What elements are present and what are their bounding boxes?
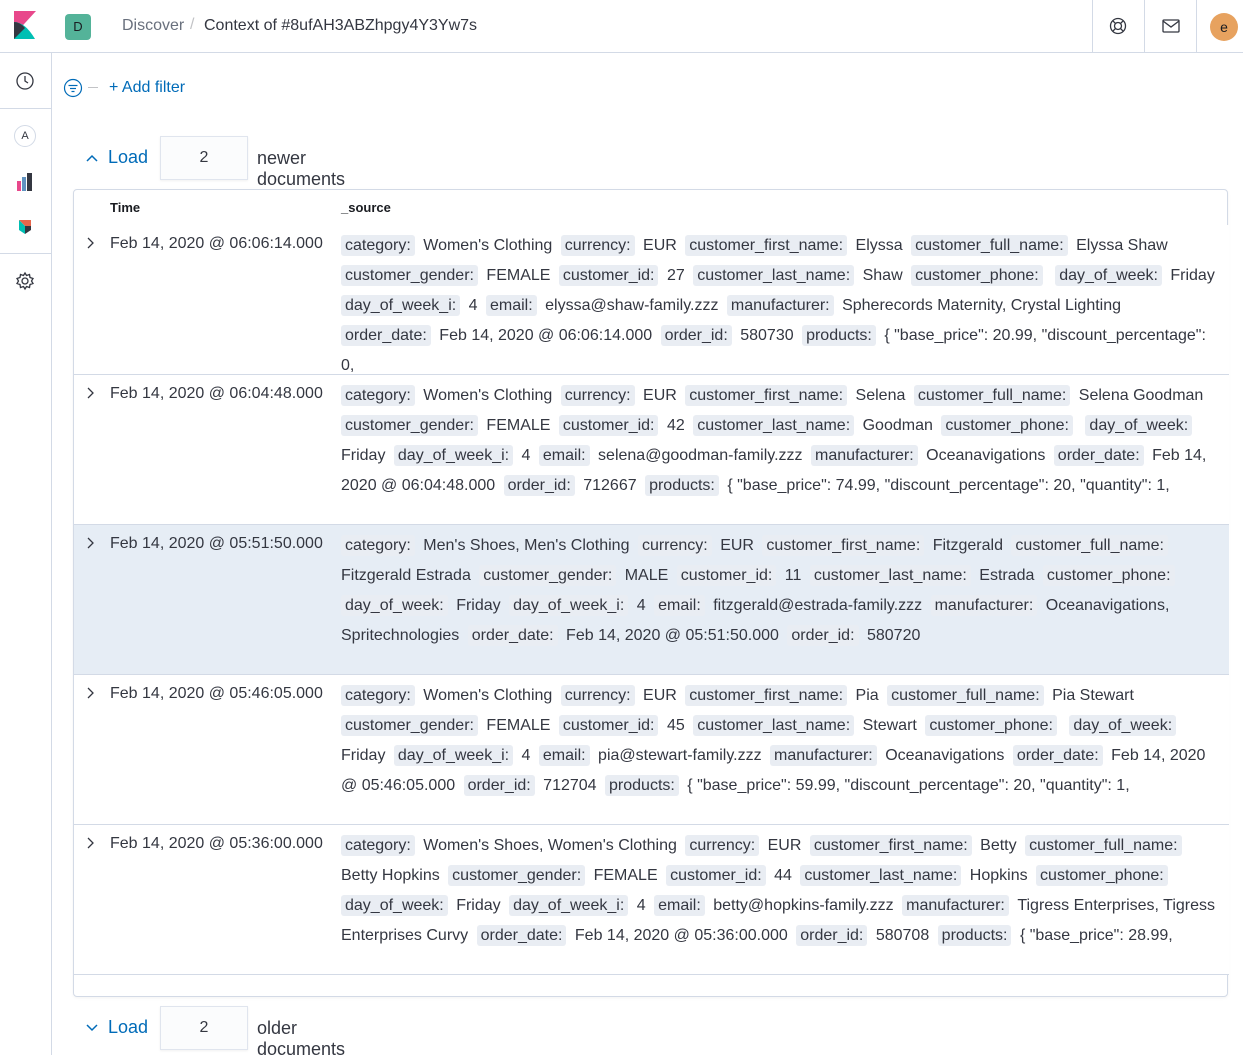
field-key: customer_full_name: — [1011, 535, 1168, 556]
field-key: customer_first_name: — [685, 235, 847, 256]
row-source — [341, 531, 1221, 659]
field-value: Feb 14, 2020 @ 05:36:00.000 — [574, 927, 788, 944]
field-value: { "base_price": 28.99, — [1019, 927, 1173, 944]
field-key: customer_last_name: — [810, 565, 971, 586]
field-value: Fitzgerald Estrada — [341, 567, 471, 584]
field-key: order_date: — [341, 325, 431, 346]
load-newer-label: newer documents — [257, 148, 346, 189]
field-key: day_of_week_i: — [509, 595, 628, 616]
field-key: email: — [539, 745, 590, 766]
field-value: Goodman — [862, 417, 933, 434]
field-key: day_of_week: — [341, 895, 448, 916]
field-value: Feb 14, 2020 @ 06:04:48.000 — [341, 447, 1207, 494]
row-timestamp: Feb 14, 2020 @ 05:51:50.000 — [110, 535, 323, 552]
older-count-input[interactable] — [160, 1006, 248, 1050]
field-key: manufacturer: — [770, 745, 877, 766]
load-older-label: older documents — [257, 1018, 346, 1059]
field-value: pia@stewart-family.zzz — [598, 747, 762, 764]
field-key: customer_full_name: — [914, 385, 1071, 406]
field-value: Women's Clothing — [423, 387, 553, 404]
field-key: day_of_week: — [1055, 265, 1162, 286]
column-header-time[interactable]: Time — [110, 200, 141, 215]
field-key: customer_full_name: — [1025, 835, 1182, 856]
field-value: 42 — [666, 417, 685, 434]
field-key: email: — [654, 895, 705, 916]
field-key: customer_full_name: — [887, 685, 1044, 706]
field-value: Friday — [341, 747, 386, 764]
row-timestamp: Feb 14, 2020 @ 05:46:05.000 — [110, 685, 323, 702]
expand-row-chevron-icon[interactable] — [82, 835, 98, 851]
user-avatar[interactable]: e — [1210, 13, 1238, 41]
field-value: { "base_price": 59.99, "discount_percentage": 20, "quantity": 1, — [687, 777, 1130, 794]
clock-icon[interactable] — [12, 68, 38, 94]
field-key: order_id: — [796, 925, 867, 946]
field-key: day_of_week_i: — [394, 445, 513, 466]
table-row[interactable] — [74, 675, 1229, 825]
add-filter-button[interactable]: + Add filter — [109, 79, 186, 96]
field-key: products: — [938, 925, 1012, 946]
column-header-source[interactable]: _source — [341, 200, 391, 215]
chevron-up-icon[interactable] — [84, 150, 100, 166]
field-key: order_id: — [787, 625, 858, 646]
field-key: customer_first_name: — [685, 385, 847, 406]
field-key: customer_id: — [559, 715, 659, 736]
field-value: FEMALE — [486, 417, 551, 434]
field-value: Oceanavigations — [885, 747, 1005, 764]
field-value: Betty — [980, 837, 1017, 854]
field-value: FEMALE — [593, 867, 658, 884]
field-value: Spherecords Maternity, Crystal Lighting — [842, 297, 1122, 314]
field-key: manufacturer: — [931, 595, 1038, 616]
row-source — [341, 831, 1221, 959]
table-row[interactable] — [74, 375, 1229, 525]
field-key: customer_phone: — [1043, 565, 1175, 586]
field-value: Friday — [1170, 267, 1215, 284]
field-value: Pia Stewart — [1052, 687, 1134, 704]
table-header — [74, 190, 1229, 226]
field-value: Oceanavigations — [926, 447, 1046, 464]
field-value: Selena Goodman — [1078, 387, 1204, 404]
field-value: Women's Clothing — [423, 237, 553, 254]
field-key: manufacturer: — [902, 895, 1009, 916]
field-key: customer_gender: — [479, 565, 616, 586]
field-key: currency: — [638, 535, 712, 556]
kibana-logo-icon[interactable] — [11, 11, 39, 39]
field-value: Selena — [855, 387, 906, 404]
header-divider — [1092, 0, 1093, 53]
field-key: customer_phone: — [911, 265, 1043, 286]
field-value: Friday — [341, 447, 386, 464]
field-key: customer_id: — [677, 565, 777, 586]
expand-row-chevron-icon[interactable] — [82, 385, 98, 401]
field-value: elyssa@shaw-family.zzz — [545, 297, 719, 314]
gear-icon[interactable] — [12, 268, 38, 294]
field-value: Pia — [855, 687, 879, 704]
row-timestamp: Feb 14, 2020 @ 06:06:14.000 — [110, 235, 323, 252]
field-value: Elyssa — [855, 237, 903, 254]
dashboard-chart-icon[interactable] — [12, 169, 38, 195]
field-key: customer_last_name: — [693, 715, 854, 736]
field-key: day_of_week: — [1069, 715, 1176, 736]
expand-row-chevron-icon[interactable] — [82, 235, 98, 251]
field-value: 45 — [666, 717, 685, 734]
field-value: betty@hopkins-family.zzz — [713, 897, 894, 914]
field-value: 44 — [774, 867, 792, 884]
field-key: products: — [605, 775, 679, 796]
field-key: customer_gender: — [341, 715, 478, 736]
field-value: 712667 — [583, 477, 637, 494]
field-key: currency: — [561, 385, 635, 406]
field-key: order_date: — [1013, 745, 1103, 766]
field-value: 712704 — [543, 777, 597, 794]
nav-separator — [0, 108, 51, 109]
field-value: FEMALE — [486, 717, 551, 734]
field-key: order_date: — [468, 625, 558, 646]
field-key: day_of_week: — [341, 595, 448, 616]
table-row[interactable] — [74, 825, 1229, 975]
field-value: Shaw — [862, 267, 903, 284]
row-source — [341, 381, 1221, 509]
field-key: customer_first_name: — [685, 685, 847, 706]
field-value: Women's Shoes, Women's Clothing — [423, 837, 677, 854]
field-value: Feb 14, 2020 @ 06:06:14.000 — [439, 327, 653, 344]
field-key: customer_last_name: — [693, 265, 854, 286]
field-key: order_date: — [477, 925, 567, 946]
filter-divider — [88, 87, 98, 88]
field-value: EUR — [767, 837, 802, 854]
field-key: email: — [539, 445, 590, 466]
field-value: Women's Clothing — [423, 687, 553, 704]
field-value: Feb 14, 2020 @ 05:46:05.000 — [341, 747, 1206, 794]
field-key: customer_full_name: — [911, 235, 1068, 256]
field-key: category: — [341, 535, 415, 556]
field-value: Feb 14, 2020 @ 05:51:50.000 — [566, 627, 779, 644]
breadcrumb-separator: / — [190, 16, 195, 33]
load-older-button[interactable]: Load — [108, 1017, 149, 1037]
field-key: manufacturer: — [811, 445, 918, 466]
header-divider — [1144, 0, 1145, 53]
load-newer-button[interactable]: Load — [108, 147, 149, 167]
field-value: 580730 — [740, 327, 794, 344]
field-value: EUR — [643, 687, 677, 704]
field-value: EUR — [720, 537, 754, 554]
field-value: Hopkins — [969, 867, 1028, 884]
field-value: Betty Hopkins — [341, 867, 440, 884]
field-value: EUR — [643, 237, 677, 254]
filter-menu-icon[interactable] — [62, 77, 84, 99]
top-header — [0, 0, 1243, 53]
nav-separator — [0, 253, 51, 254]
field-value: 4 — [636, 597, 646, 614]
field-key: customer_gender: — [341, 265, 478, 286]
field-value: Oceanavigations, Spritechnologies — [341, 597, 1170, 644]
field-key: order_id: — [661, 325, 732, 346]
field-key: email: — [654, 595, 705, 616]
field-value: 580720 — [866, 627, 921, 644]
field-key: customer_id: — [666, 865, 766, 886]
chevron-down-icon[interactable] — [84, 1020, 100, 1036]
breadcrumb-current: Context of #8ufAH3ABZhpgy4Y3Yw7s — [204, 17, 478, 34]
field-key: customer_id: — [559, 415, 659, 436]
field-key: products: — [645, 475, 719, 496]
field-key: customer_id: — [559, 265, 659, 286]
field-value: 4 — [636, 897, 646, 914]
field-key: day_of_week_i: — [394, 745, 513, 766]
field-key: customer_phone: — [925, 715, 1057, 736]
row-timestamp: Feb 14, 2020 @ 06:04:48.000 — [110, 385, 323, 402]
space-avatar[interactable]: D — [65, 14, 91, 40]
field-key: customer_phone: — [941, 415, 1073, 436]
side-nav — [0, 53, 52, 1055]
field-value: { "base_price": 74.99, "discount_percentage": 20, "quantity": 1, — [727, 477, 1170, 494]
field-value: fitzgerald@estrada-family.zzz — [713, 597, 923, 614]
field-key: day_of_week_i: — [341, 295, 460, 316]
breadcrumb-discover[interactable]: Discover — [122, 17, 185, 34]
field-value: EUR — [643, 387, 677, 404]
field-value: selena@goodman-family.zzz — [598, 447, 803, 464]
field-key: category: — [341, 685, 415, 706]
field-value: { "base_price": 20.99, "discount_percentage": 0, — [341, 327, 1206, 374]
table-row[interactable] — [74, 525, 1229, 675]
field-value: Fitzgerald — [932, 537, 1003, 554]
field-key: customer_last_name: — [693, 415, 854, 436]
field-key: category: — [341, 385, 415, 406]
field-key: currency: — [685, 835, 759, 856]
field-value: FEMALE — [486, 267, 551, 284]
help-icon[interactable] — [1106, 14, 1130, 38]
field-key: customer_first_name: — [810, 835, 972, 856]
row-source — [341, 681, 1221, 809]
field-value: 4 — [468, 297, 478, 314]
field-key: day_of_week: — [1085, 415, 1192, 436]
field-value: Elyssa Shaw — [1076, 237, 1168, 254]
field-value: Friday — [456, 597, 501, 614]
app-letter-icon[interactable]: A — [14, 125, 36, 147]
field-key: customer_gender: — [341, 415, 478, 436]
mail-icon[interactable] — [1159, 14, 1183, 38]
field-value: Tigress Enterprises, Tigress Enterprises Curvy — [341, 897, 1215, 944]
expand-row-chevron-icon[interactable] — [82, 535, 98, 551]
field-value: MALE — [624, 567, 669, 584]
field-value: 580708 — [875, 927, 930, 944]
field-key: manufacturer: — [727, 295, 834, 316]
header-divider — [1196, 0, 1197, 53]
document-table — [73, 189, 1228, 997]
field-key: day_of_week_i: — [509, 895, 628, 916]
field-key: currency: — [561, 685, 635, 706]
field-value: 11 — [784, 567, 802, 584]
field-value: Estrada — [979, 567, 1035, 584]
field-key: order_id: — [504, 475, 575, 496]
field-key: customer_gender: — [448, 865, 585, 886]
field-key: email: — [486, 295, 537, 316]
expand-row-chevron-icon[interactable] — [82, 685, 98, 701]
field-value: Friday — [456, 897, 501, 914]
field-key: order_date: — [1054, 445, 1144, 466]
field-key: customer_phone: — [1036, 865, 1168, 886]
field-key: customer_last_name: — [800, 865, 961, 886]
field-value: 4 — [521, 447, 531, 464]
field-value: 4 — [521, 747, 531, 764]
newer-count-input[interactable] — [160, 136, 248, 180]
row-timestamp: Feb 14, 2020 @ 05:36:00.000 — [110, 835, 323, 852]
machine-learning-icon[interactable] — [12, 213, 38, 239]
field-key: order_id: — [464, 775, 535, 796]
field-key: category: — [341, 835, 415, 856]
row-source — [341, 231, 1221, 374]
field-key: category: — [341, 235, 415, 256]
field-value: 27 — [666, 267, 685, 284]
field-key: products: — [802, 325, 876, 346]
table-row[interactable] — [74, 225, 1229, 375]
field-value: Stewart — [862, 717, 917, 734]
field-key: currency: — [561, 235, 635, 256]
field-value: Men's Shoes, Men's Clothing — [423, 537, 630, 554]
field-key: customer_first_name: — [762, 535, 924, 556]
